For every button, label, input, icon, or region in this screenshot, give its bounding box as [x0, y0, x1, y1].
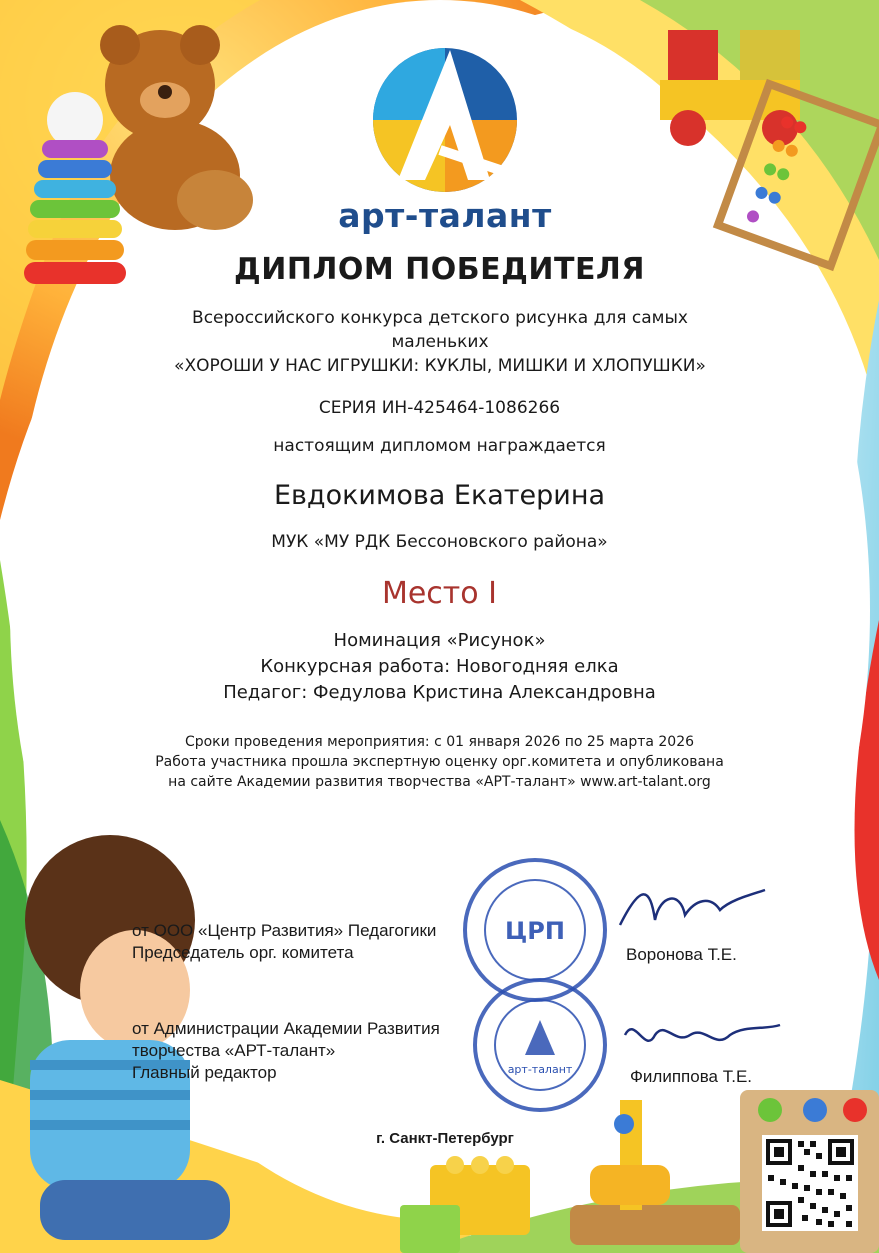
recipient-organization: МУК «МУ РДК Бессоновского района»	[271, 532, 608, 552]
logo-brand-text: арт-талант	[338, 196, 552, 235]
recipient-name: Евдокимова Екатерина	[273, 480, 606, 511]
terms-line-3: на сайте Академии развития творчества «АРТ-талант» www.art-talant.org	[168, 774, 711, 790]
contest-name	[150, 306, 730, 378]
contest-work: Конкурсная работа: Новогодняя елка	[260, 656, 619, 677]
award-details	[0, 628, 879, 706]
sig1-line-1: от ООО «Центр Развития» Педагогики	[132, 921, 437, 940]
terms-line-1: Сроки проведения мероприятия: с 01 января 2026 по 25 марта 2026	[184, 734, 695, 750]
contest-line-2: «ХОРОШИ У НАС ИГРУШКИ: КУКЛЫ, МИШКИ И ХЛОПУШКИ»	[174, 356, 706, 376]
city-name: г. Санкт-Петербург	[376, 1130, 514, 1147]
sig2-line-1: от Администрации Академии Развития	[132, 1019, 440, 1038]
signature-block-1	[132, 920, 436, 964]
place-award: Место I	[381, 576, 498, 611]
awarded-text: настоящим дипломом награждается	[273, 436, 606, 456]
nomination: Номинация «Рисунок»	[333, 630, 546, 651]
event-terms	[0, 732, 879, 792]
terms-line-2: Работа участника прошла экспертную оценку орг.комитета и опубликована	[155, 754, 724, 770]
series-number: СЕРИЯ ИН-425464-1086266	[318, 398, 561, 418]
signature-name-1: Воронова Т.Е.	[626, 945, 737, 964]
sig2-line-2: творчества «АРТ-талант»	[132, 1041, 336, 1060]
teacher: Педагог: Федулова Кристина Александровна	[223, 682, 656, 703]
art-talant-stamp-icon	[470, 975, 610, 1115]
signature-voronova-icon	[610, 875, 770, 945]
stamp1-label: ЦРП	[505, 917, 565, 945]
signature-filippova-icon	[615, 1005, 785, 1075]
diploma-title: ДИПЛОМ ПОБЕДИТЕЛЯ	[234, 252, 645, 287]
sig2-line-3: Главный редактор	[132, 1063, 277, 1082]
sig1-line-2: Председатель орг. комитета	[132, 943, 354, 962]
stamp2-label: арт-талант	[507, 1063, 573, 1076]
contest-line-1: Всероссийского конкурса детского рисунка для самых маленьких	[192, 308, 688, 352]
qr-code-icon[interactable]	[762, 1135, 858, 1231]
signature-name-2: Филиппова Т.Е.	[630, 1067, 753, 1086]
signature-block-2	[132, 1018, 440, 1084]
